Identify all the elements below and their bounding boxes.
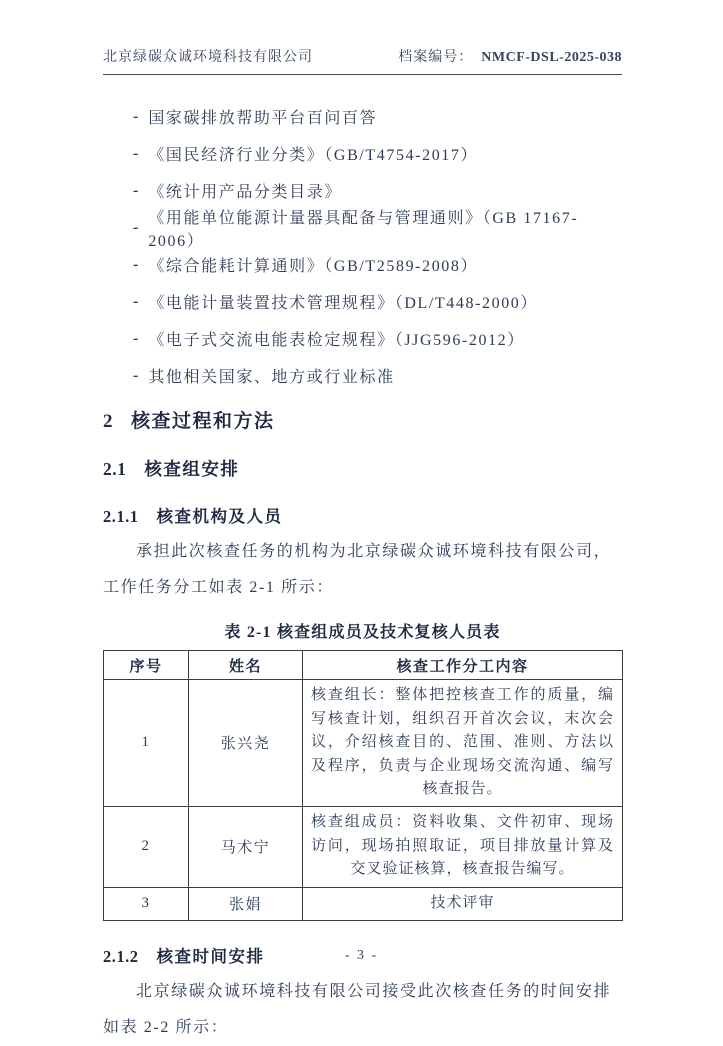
section-number: 2.1 [103, 459, 127, 479]
table-row [104, 680, 623, 807]
paragraph-line: 如表 2-2 所示： [103, 1018, 229, 1036]
section-heading-2 [103, 406, 622, 433]
schedule-intro-paragraph [103, 974, 622, 1046]
reference-text: 《电子式交流电能表检定规程》（JJG596-2012） [148, 332, 525, 349]
cell-duty: 核查组成员：资料收集、文件初审、现场访问，现场拍照取证，项目排放量计算及交叉验证核算，核查报告编写。 [303, 806, 623, 887]
paragraph-line: 北京绿碳众诚环境科技有限公司接受此次核查任务的时间安排 [136, 982, 612, 1000]
section-heading-2-1 [103, 456, 622, 481]
table-caption: 表 2-1 核查组成员及技术复核人员表 [224, 624, 501, 641]
list-bullet: - [133, 107, 139, 125]
cell-no: 3 [104, 887, 189, 920]
reference-list [103, 98, 622, 394]
paragraph-line: 工作任务分工如表 2-1 所示： [103, 579, 334, 596]
section-title: 核查机构及人员 [156, 507, 283, 526]
list-item [103, 98, 622, 135]
cell-no: 1 [104, 680, 189, 807]
document-header [103, 46, 622, 75]
section-title: 核查过程和方法 [131, 411, 275, 432]
list-bullet: - [133, 255, 139, 273]
team-intro-paragraph [103, 534, 622, 606]
reference-text: 其他相关国家、地方或行业标准 [148, 369, 395, 386]
list-bullet: - [133, 366, 139, 384]
cell-name: 张娟 [189, 887, 303, 920]
list-item [103, 357, 622, 394]
reference-text: 《用能单位能源计量器具配备与管理通则》（GB 17167-2006） [148, 209, 579, 250]
reference-text: 《统计用产品分类目录》 [148, 184, 342, 201]
table-row [104, 806, 623, 887]
list-item [103, 246, 622, 283]
verification-team-table [103, 650, 623, 921]
archive-number-label: 档案编号： [398, 50, 474, 65]
cell-name: 张兴尧 [189, 680, 303, 807]
section-number: 2 [103, 411, 113, 432]
section-number: 2.1.1 [103, 507, 139, 526]
section-heading-2-1-1 [103, 503, 622, 527]
list-item [103, 172, 622, 209]
list-bullet: - [133, 218, 139, 236]
section-title: 核查时间安排 [156, 946, 265, 966]
section-number: 2.1.2 [103, 946, 139, 966]
archive-number-field [398, 46, 622, 66]
reference-text: 国家碳排放帮助平台百问百答 [148, 110, 378, 127]
cell-duty: 技术评审 [303, 887, 623, 920]
paragraph-line: 承担此次核查任务的机构为北京绿碳众诚环境科技有限公司， [136, 543, 612, 560]
list-item [103, 209, 622, 250]
list-bullet: - [133, 292, 139, 310]
list-bullet: - [133, 181, 139, 199]
column-header-no: 序号 [104, 651, 189, 680]
cell-duty: 核查组长：整体把控核查工作的质量，编写核查计划，组织召开首次会议，末次会议，介绍核查目的、范围、准则、方法以及程序，负责与企业现场交流沟通、编写核查报告。 [303, 680, 623, 807]
reference-text: 《综合能耗计算通则》（GB/T2589-2008） [148, 258, 479, 275]
column-header-name: 姓名 [189, 651, 303, 680]
list-item [103, 283, 622, 320]
page-number: - 3 - [344, 948, 379, 963]
cell-no: 2 [104, 806, 189, 887]
table-row [104, 887, 623, 920]
table-header-row [104, 651, 623, 680]
list-bullet: - [133, 329, 139, 347]
archive-number-value: NMCF-DSL-2025-038 [481, 50, 622, 65]
cell-name: 马术宁 [189, 806, 303, 887]
list-bullet: - [133, 144, 139, 162]
list-item [103, 320, 622, 357]
column-header-duty: 核查工作分工内容 [303, 651, 623, 680]
reference-text: 《国民经济行业分类》（GB/T4754-2017） [148, 147, 479, 164]
section-title: 核查组安排 [144, 459, 240, 479]
list-item [103, 135, 622, 172]
company-name: 北京绿碳众诚环境科技有限公司 [103, 50, 313, 65]
reference-text: 《电能计量装置技术管理规程》（DL/T448-2000） [148, 295, 539, 312]
page-content [103, 46, 622, 1046]
